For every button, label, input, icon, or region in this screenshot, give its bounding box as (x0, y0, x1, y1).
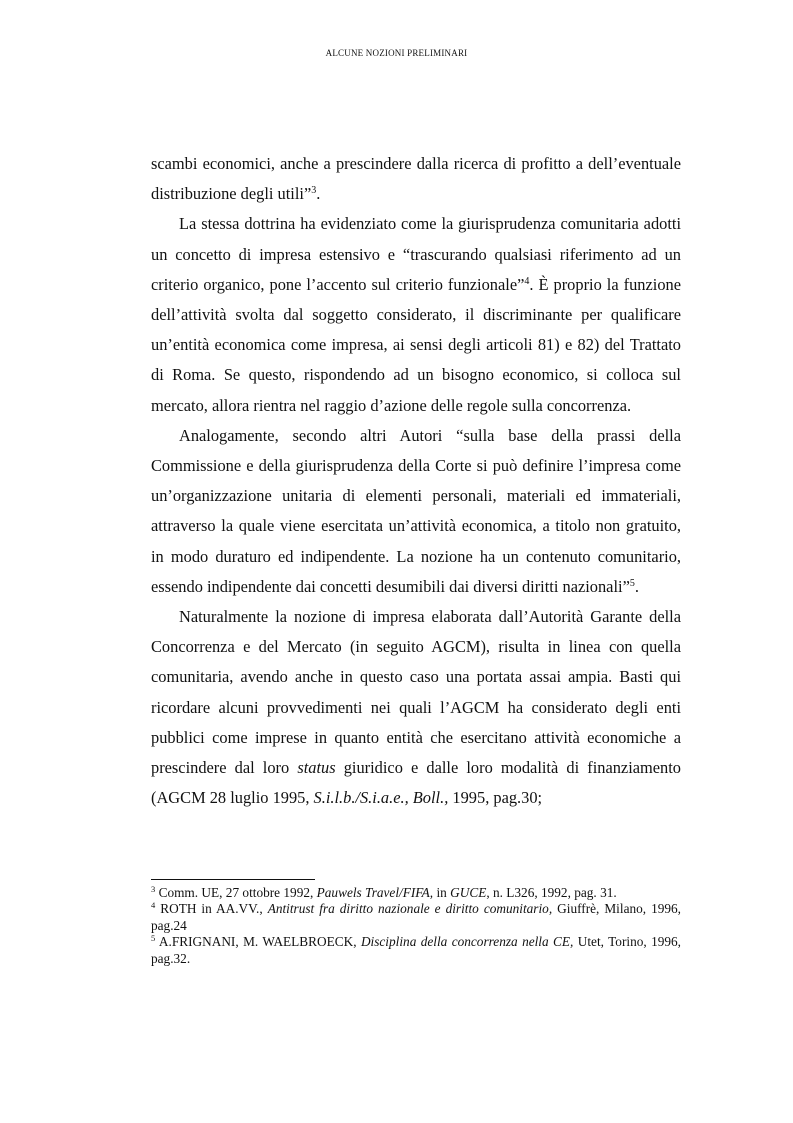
paragraph-2: La stessa dottrina ha evidenziato come la giurisprudenza comunitaria adotti un concetto di impresa estensivo e “trascurando qualsiasi riferimento ad un criterio organico, pone l’accento sul criterio funzionale”$^4$. È proprio la funzione dell’attività svolta dal soggetto considerato, il discriminante per qualificare un’entità economica come impresa, ai sensi degli articoli 81) e 82) del Trattato di Roma. Se questo, rispondendo ad un bisogno economico, si colloca sul mercato, allora rientra nel raggio d’azione delle regole sulla concorrenza. (151, 214, 681, 415)
footnote-separator (151, 879, 315, 880)
paragraph-4: Naturalmente la nozione di impresa elaborata dall’Autorità Garante della Concorrenza e del Mercato (in seguito AGCM), risulta in linea con quella comunitaria, avendo anche in questo caso una portata assai ampia. Basti qui ricordare alcuni provvedimenti nei quali l’AGCM ha considerato degli enti pubblici come imprese in quanto entità che esercitano attività economiche a prescindere dal loro status giuridico e dalle loro modalità di finanziamento (AGCM 28 luglio 1995, S.i.l.b./S.i.a.e., Boll., 1995, pag.30; (151, 607, 681, 808)
footnote-ref-3: 3 (311, 185, 317, 197)
paragraph-3: Analogamente, secondo altri Autori “sulla base della prassi della Commissione e della giurisprudenza della Corte si può definire l’impresa come un’organizzazione unitaria di elementi personali, materiali ed immateriali, attraverso la quale viene esercitata un’attività economica, a titolo non gratuito, in modo duraturo ed indipendente. La nozione ha un contenuto comunitario, essendo indipendente dai concetti desumibili dai diversi diritti nazionali”$^5$. (151, 425, 681, 596)
running-header: ALCUNE NOZIONI PRELIMINARI (325, 48, 468, 58)
footnote-3: $^3$ Comm. UE, 27 ottobre 1992, Pauwels Travel/FIFA, in GUCE, n. L326, 1992, pag. 31. (151, 884, 617, 900)
footnote-5: $^5$ A.FRIGNANI, M. WAELBROECK, Disciplina della concorrenza nella CE, Utet, Torino, 1996, pag.32. (151, 933, 681, 966)
footnote-4: $^4$ ROTH in AA.VV., Antitrust fra diritto nazionale e diritto comunitario, Giuffrè, Milano, 1996, pag.24 (151, 900, 681, 933)
footnotes (151, 885, 681, 967)
footnote-ref-5: 5 (629, 577, 635, 589)
footnote-ref-4: 4 (524, 275, 530, 287)
paragraph-1: scambi economici, anche a prescindere dalla ricerca di profitto a dell’eventuale distribuzione degli utili”$^3$. (151, 154, 681, 204)
body-text (151, 149, 681, 813)
